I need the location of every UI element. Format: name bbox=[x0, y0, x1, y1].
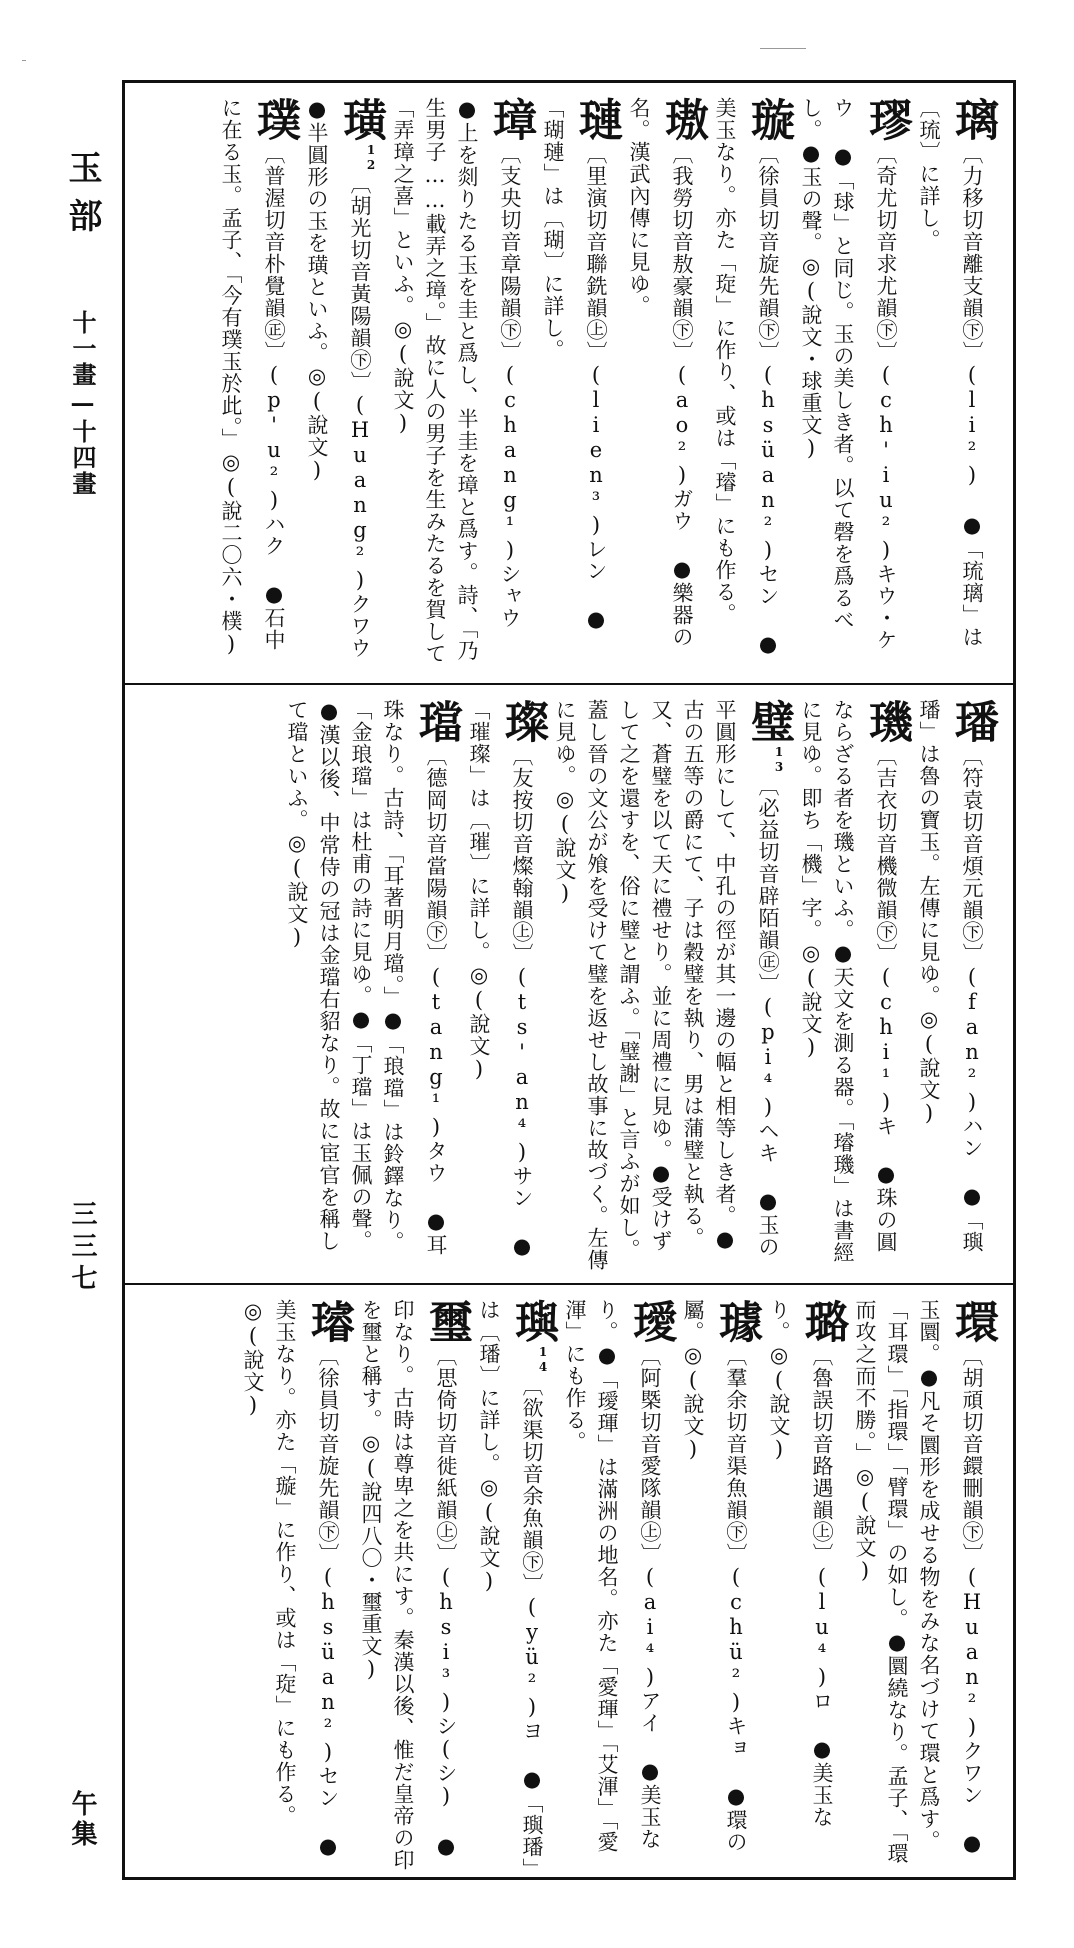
entry-xuan bbox=[713, 97, 794, 657]
scan-mark bbox=[760, 48, 806, 49]
entry-block-2 bbox=[125, 683, 1013, 1283]
headword: 璩 bbox=[711, 1299, 762, 1345]
headword: 環 bbox=[947, 1299, 998, 1345]
headword: 璽 bbox=[421, 1299, 472, 1345]
stroke-range: 十一畫—十四畫 bbox=[68, 310, 97, 497]
definition: 〔魯誤切音路遇韻㊤〕(lu⁴)ロ ●美玉なり。◎(說文) bbox=[767, 1299, 834, 1828]
headword: 璐 bbox=[797, 1299, 848, 1345]
definition: 〔力移切音離支韻㊦〕(li²) ●「琉璃」は〔琉〕に詳し。 bbox=[917, 97, 984, 648]
entry-yu bbox=[477, 1299, 558, 1870]
definition: 〔欲渠切音余魚韻㊦〕(yü²)ヨ ●「璵璠」は〔璠〕に詳し。◎(說文) bbox=[477, 1299, 544, 1870]
entry-qiu bbox=[799, 97, 912, 651]
headword: 璜 bbox=[335, 97, 386, 143]
entry-fan bbox=[917, 699, 998, 1253]
radical-heading: 玉部 bbox=[62, 150, 102, 246]
definition: 〔德岡切音當陽韻㊦〕(tang¹)タウ ●耳珠なり。古詩、「耳著明月璫。」●「琅璫」は鈴鐸なり。「金琅璫」は杜甫の詩に見ゆ。●「丁璫」は玉佩の聲。●漢以後、中常侍の冠は金璫右貂なり。故に宦官を稱して璫といふ。◎(說文) bbox=[285, 699, 448, 1256]
definition: 〔符袁切音煩元韻㊦〕(fan²)ハン ●「璵璠」は魯の寶玉。左傳に見ゆ。◎(說文) bbox=[917, 699, 984, 1253]
page-number: 三三七 bbox=[67, 1200, 97, 1296]
headword: 璇 bbox=[743, 97, 794, 143]
entry-can bbox=[467, 699, 548, 1259]
stroke-count-marker: 13 bbox=[772, 745, 786, 775]
definition: 〔奇尤切音求尤韻㊦〕(ch'iu²)キウ・ケウ ●「球」と同じ。玉の美しき者。以て磬を爲るべし。●玉の聲。◎(說文・球重文) bbox=[799, 97, 898, 651]
entry-xi bbox=[359, 1299, 472, 1871]
scan-mark bbox=[22, 60, 26, 61]
headword: 璋 bbox=[485, 97, 536, 143]
volume-label: 午集 bbox=[67, 1790, 97, 1850]
definition: 〔普渥切音朴覺韻㊣〕(p'u²)ハク ●石中に在る玉。孟子、「今有璞玉於此。」◎(說二〇六・樸) bbox=[219, 97, 286, 657]
definition: 〔徐員切音旋先韻㊦〕(hsüan²)セン ●美玉なり。亦た「琁」に作り、或は「璿」にも作る。 bbox=[713, 97, 780, 657]
headword: 璆 bbox=[861, 97, 912, 143]
definition: 〔胡光切音黃陽韻㊦〕(Huang²)クワウ ●半圓形の玉を璜といふ。◎(說文) bbox=[305, 97, 372, 659]
stroke-count-marker: 14 bbox=[536, 1345, 550, 1375]
entry-lu bbox=[767, 1299, 848, 1828]
entry-lian bbox=[541, 97, 622, 632]
definition: 〔必益切音辟陌韻㊣〕(pi⁴)ヘキ ●玉の平圓形にして、中孔の徑が其一邊の幅と相等しき者。●古の五等の爵にて、子は穀璧を執り、男は蒲璧と執る。又、蒼璧を以て天に禮せり。並に周禮に見ゆ。●受けずして之を還すを、俗に璧と謂ふ。「璧謝」と言ふが如し。蓋し晉の文公が飧を受けて璧を返せし故事に故づく。左傳に見ゆ。◎(說文) bbox=[553, 699, 780, 1271]
stroke-count-marker: 12 bbox=[364, 143, 378, 173]
entry-qu bbox=[681, 1299, 762, 1853]
entry-column bbox=[281, 699, 999, 1271]
entry-zhang bbox=[391, 97, 536, 665]
headword: 璫 bbox=[411, 699, 462, 745]
entry-bi bbox=[553, 699, 794, 1271]
definition: 〔徐員切音旋先韻㊦〕(hsüan²)セン ●美玉なり。亦た「璇」に作り、或は「琁」にも作る。◎(說文) bbox=[241, 1299, 340, 1859]
entry-huan bbox=[853, 1299, 998, 1865]
headword: 璨 bbox=[497, 699, 548, 745]
entry-pu bbox=[219, 97, 300, 657]
headword: 璧 bbox=[743, 699, 794, 745]
definition: 〔里演切音聯銑韻㊤〕(lien³)レン ●「瑚璉」は〔瑚〕に詳し。 bbox=[541, 97, 608, 632]
definition: 〔思倚切音徙紙韻㊤〕(hsi³)シ(シ) ●印なり。古時は尊卑之を共にす。秦漢以後、惟だ皇帝の印を璽と稱す。◎(說四八〇・璽重文) bbox=[359, 1299, 458, 1871]
entry-huang bbox=[305, 97, 386, 659]
definition: 〔阿槩切音愛隊韻㊤〕(ai⁴)アイ ●美玉なり。●「璦琿」は滿洲の地名。亦た「愛琿」「艾渾」「愛渾」にも作る。 bbox=[563, 1299, 662, 1853]
headword: 璉 bbox=[571, 97, 622, 143]
headword: 璵 bbox=[507, 1299, 558, 1345]
definition: 〔支央切音章陽韻㊦〕(chang¹)シャウ ●上を剡りたる玉を圭と爲し、半圭を璋と爲す。詩、「乃生男子……載弄之璋。」故に人の男子を生みたるを賀して「弄璋之喜」といふ。◎(說文) bbox=[391, 97, 522, 665]
headword: 璈 bbox=[657, 97, 708, 143]
definition: 〔羣余切音渠魚韻㊦〕(chü²)キョ ●環の屬。◎(說文) bbox=[681, 1299, 748, 1853]
entry-xuan-2 bbox=[241, 1299, 354, 1859]
headword: 璦 bbox=[625, 1299, 676, 1345]
dictionary-page-frame bbox=[122, 80, 1016, 1880]
definition: 〔吉衣切音機微韻㊦〕(chi¹)キ ●珠の圓ならざる者を璣といふ。●天文を測る器。「璿璣」は書經に見ゆ。即ち「機」字。◎(說文) bbox=[799, 699, 898, 1264]
entry-dang bbox=[285, 699, 462, 1256]
entry-column bbox=[237, 1299, 999, 1871]
definition: 〔友按切音燦翰韻㊤〕(ts'an⁴)サン ●「璀璨」は〔璀〕に詳し。◎(說文) bbox=[467, 699, 534, 1259]
entry-ji bbox=[799, 699, 912, 1264]
entry-ai bbox=[563, 1299, 676, 1853]
headword: 璿 bbox=[303, 1299, 354, 1345]
headword: 璠 bbox=[947, 699, 998, 745]
entry-ao bbox=[627, 97, 708, 648]
entry-block-3 bbox=[125, 1283, 1013, 1877]
definition: 〔我勞切音敖豪韻㊦〕(ao²)ガウ ●樂器の名。漢武內傳に見ゆ。 bbox=[627, 97, 694, 648]
entry-li bbox=[917, 97, 998, 648]
headword: 璣 bbox=[861, 699, 912, 745]
headword: 璃 bbox=[947, 97, 998, 143]
definition: 〔胡頑切音鐶刪韻㊦〕(Huan²)クワン ●玉圜。●凡そ圜形を成せる物をみな名づけて環と爲す。「耳環」「指環」「臂環」の如し。●圜繞なり。孟子、「環而攻之而不勝。」◎(說文) bbox=[853, 1299, 984, 1865]
entry-block-1 bbox=[125, 83, 1013, 683]
entry-column bbox=[215, 97, 999, 669]
headword: 璞 bbox=[249, 97, 300, 143]
running-head bbox=[58, 150, 106, 1890]
